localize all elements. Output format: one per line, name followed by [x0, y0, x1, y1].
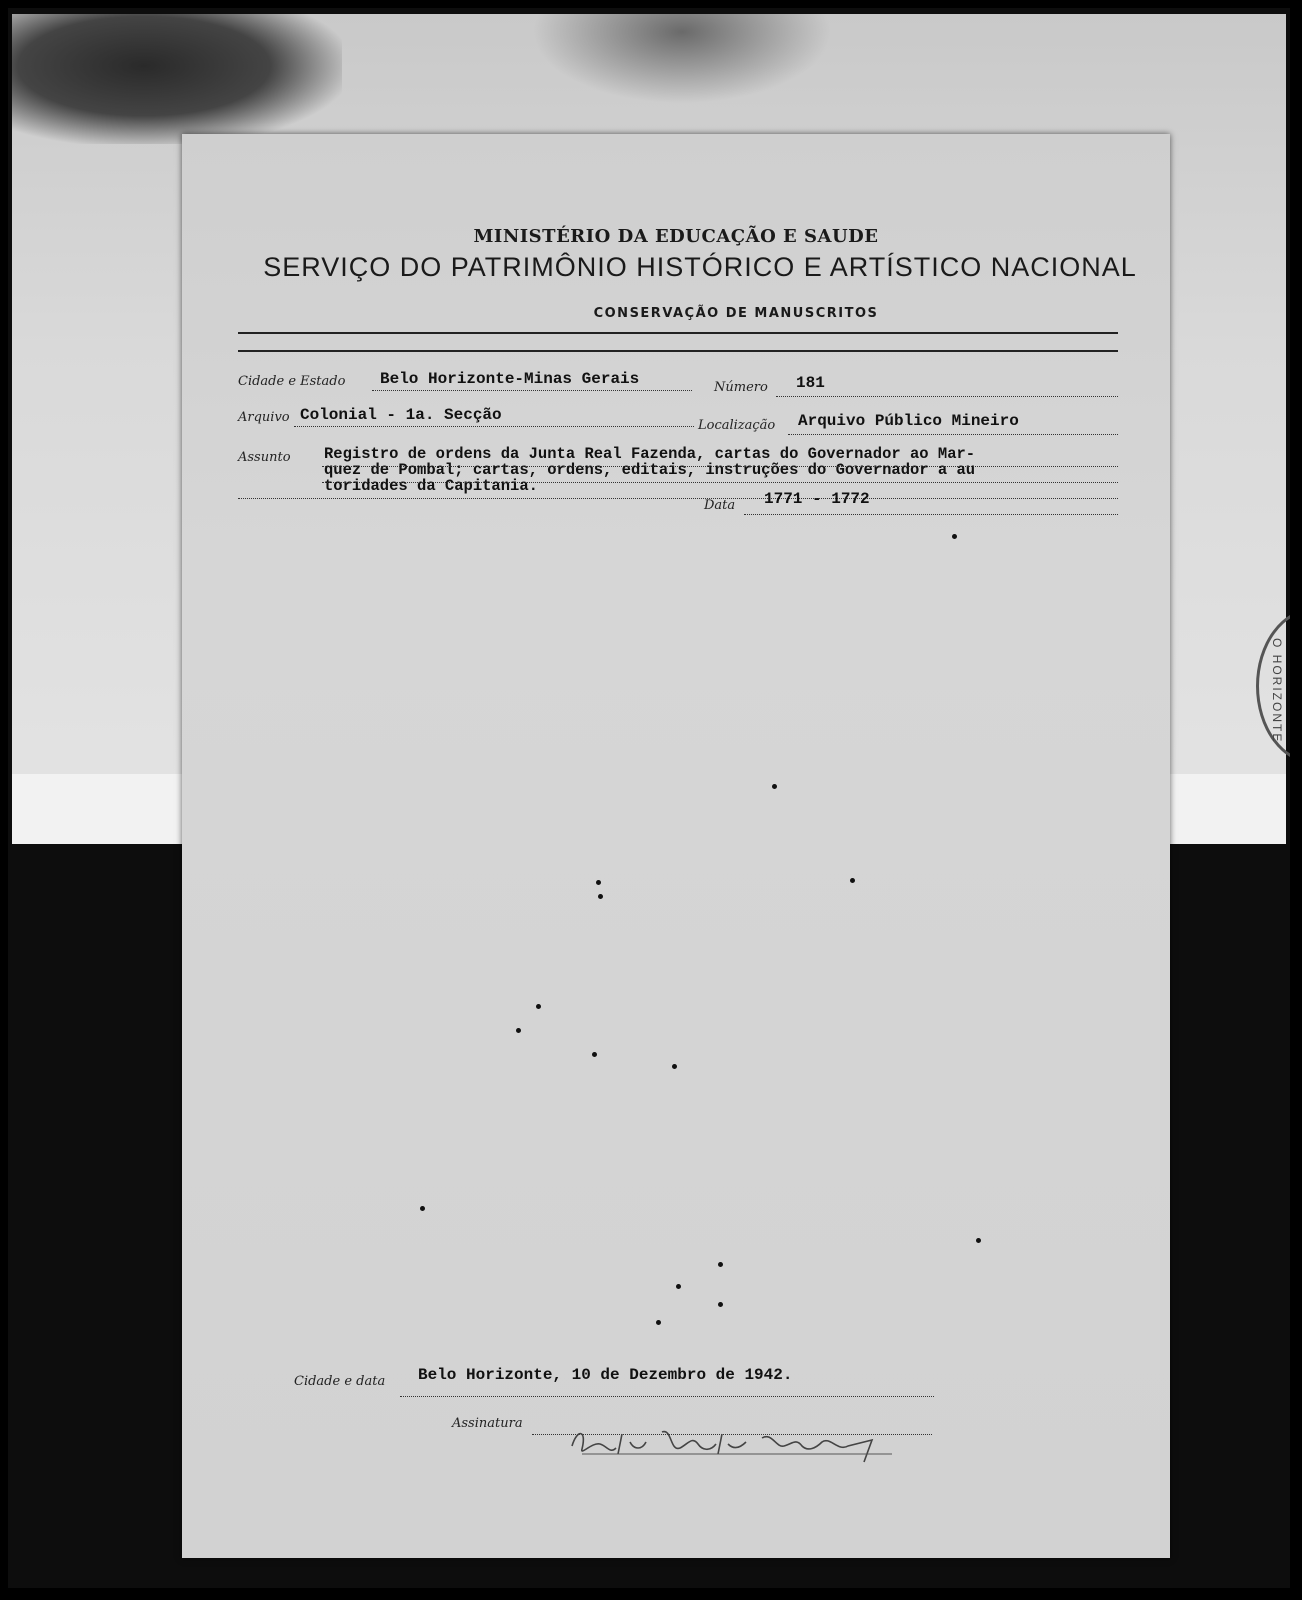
cidade-estado-label: Cidade e Estado [238, 374, 346, 389]
dotted-line [294, 426, 694, 427]
paper-speck [672, 1064, 677, 1069]
paper-speck [420, 1206, 425, 1211]
localizacao-label: Localização [698, 418, 776, 433]
handwritten-signature [552, 1424, 912, 1464]
archive-seal-text: O HORIZONTE [1270, 638, 1284, 744]
paper-speck [772, 784, 777, 789]
dotted-line [744, 514, 1118, 515]
numero-value: 181 [796, 374, 825, 392]
data-label: Data [704, 498, 736, 513]
dotted-line [322, 466, 1118, 467]
dotted-line [776, 396, 1118, 397]
arquivo-value: Colonial - 1a. Secção [300, 406, 502, 424]
localizacao-value: Arquivo Público Mineiro [798, 412, 1019, 430]
assunto-value: Registro de ordens da Junta Real Fazenda, cartas do Governador ao Mar- quez de Pombal; cartas, ordens, editais, instruções do Governador a au toridades da Capitania. [324, 445, 976, 495]
paper-speck [656, 1320, 661, 1325]
dotted-line [788, 434, 1118, 435]
dotted-line [238, 498, 1118, 499]
paper-speck [718, 1262, 723, 1267]
paper-speck [718, 1302, 723, 1307]
document-frame [8, 8, 1290, 1588]
numero-label: Número [714, 380, 768, 395]
arquivo-label: Arquivo [238, 410, 290, 425]
header-rule [238, 332, 1118, 334]
paper-stain [12, 14, 342, 144]
paper-speck [676, 1284, 681, 1289]
paper-speck [516, 1028, 521, 1033]
paper-speck [536, 1004, 541, 1009]
paper-speck [592, 1052, 597, 1057]
service-heading: SERVIÇO DO PATRIMÔNIO HISTÓRICO E ARTÍSTICO NACIONAL [263, 252, 1137, 282]
paper-speck [596, 880, 601, 885]
dotted-line [322, 482, 1118, 483]
data-value: 1771 - 1772 [764, 490, 870, 508]
section-heading: CONSERVAÇÃO DE MANUSCRITOS [593, 306, 879, 321]
cidade-data-label: Cidade e data [294, 1374, 386, 1389]
cidade-data-value: Belo Horizonte, 10 de Dezembro de 1942. [418, 1366, 793, 1384]
assinatura-label: Assinatura [452, 1416, 523, 1431]
assunto-label: Assunto [238, 450, 291, 465]
paper-speck [850, 878, 855, 883]
ministry-heading: MINISTÉRIO DA EDUCAÇÃO E SAUDE [473, 226, 879, 247]
paper-speck [598, 894, 603, 899]
paper-speck [952, 534, 957, 539]
index-card [182, 134, 1170, 1558]
paper-speck [976, 1238, 981, 1243]
dotted-line [372, 390, 692, 391]
dotted-line [400, 1396, 934, 1397]
header-rule [238, 350, 1118, 352]
paper-stain [532, 14, 832, 104]
cidade-estado-value: Belo Horizonte-Minas Gerais [380, 370, 640, 388]
